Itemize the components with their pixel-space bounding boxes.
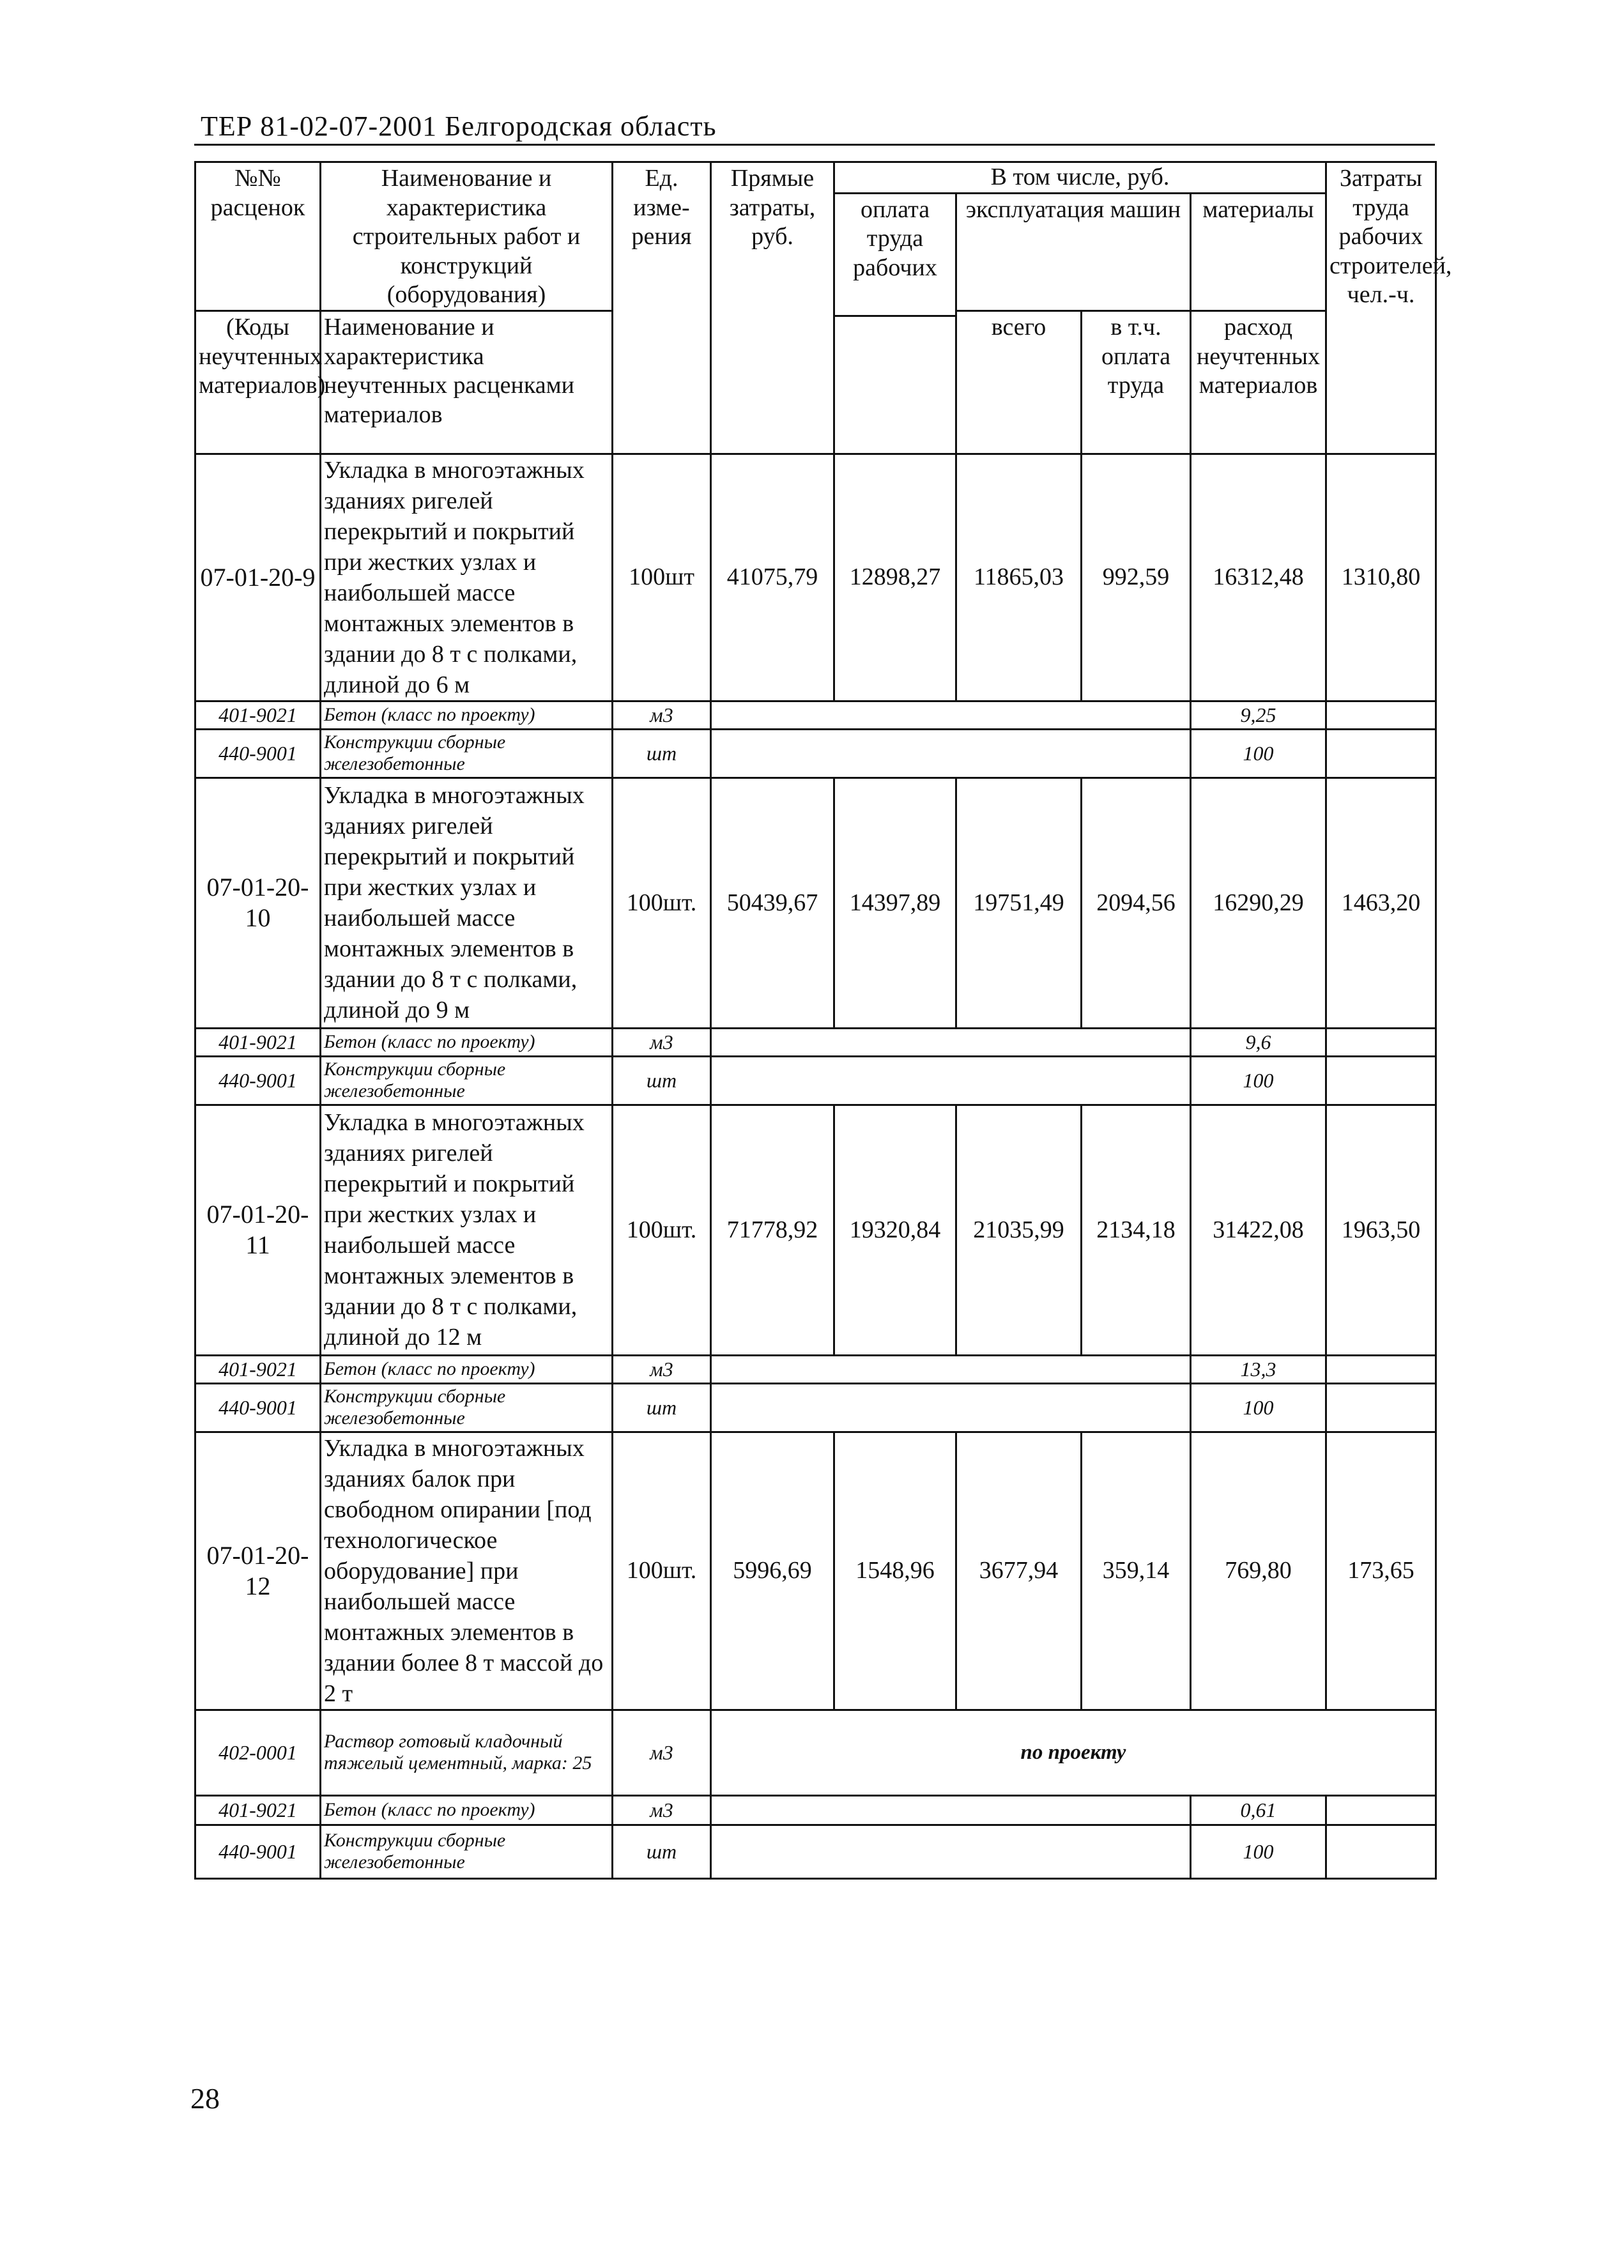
material-blank bbox=[711, 701, 1191, 729]
rate-labor: 1463,20 bbox=[1326, 778, 1436, 1028]
material-labor-blank bbox=[1326, 1383, 1436, 1432]
material-labor-blank bbox=[1326, 729, 1436, 778]
material-labor-blank bbox=[1326, 1825, 1436, 1878]
material-unit: м3 bbox=[613, 1028, 711, 1056]
header-mach-total: всего bbox=[956, 310, 1082, 454]
material-code: 440-9001 bbox=[195, 1056, 321, 1105]
header-materials: материалы bbox=[1191, 193, 1326, 310]
page-title: ТЕР 81-02-07-2001 Белгородская область bbox=[201, 111, 717, 142]
material-row bbox=[195, 1383, 1436, 1432]
material-blank bbox=[711, 1028, 1191, 1056]
material-name: Бетон (класс по проекту) bbox=[321, 1795, 613, 1825]
header-direct: Прямые затраты, руб. bbox=[711, 162, 834, 454]
header-wages-blank bbox=[834, 316, 956, 454]
header-wages: оплата труда рабочих bbox=[834, 193, 956, 316]
material-labor-blank bbox=[1326, 1028, 1436, 1056]
rate-name: Укладка в многоэтажных зданиях ригелей перекрытий и покрытий при жестких узлах и наибольшей массе монтажных элементов в здании до 8 т с полками, длиной до 12 м bbox=[321, 1105, 613, 1355]
rate-materials: 16312,48 bbox=[1191, 454, 1326, 701]
rate-code: 07-01-20-12 bbox=[195, 1432, 321, 1710]
header-mat-use: расход неучтенных материалов bbox=[1191, 310, 1326, 454]
header-incl: В том числе, руб. bbox=[834, 162, 1326, 194]
rate-wages: 19320,84 bbox=[834, 1105, 956, 1355]
material-name: Бетон (класс по проекту) bbox=[321, 1028, 613, 1056]
material-unit: шт bbox=[613, 1825, 711, 1878]
material-code: 401-9021 bbox=[195, 1795, 321, 1825]
material-amount: 100 bbox=[1191, 729, 1326, 778]
material-blank bbox=[711, 1795, 1191, 1825]
rate-materials: 16290,29 bbox=[1191, 778, 1326, 1028]
rate-mach-total: 21035,99 bbox=[956, 1105, 1082, 1355]
material-labor-blank bbox=[1326, 1056, 1436, 1105]
rate-wages: 12898,27 bbox=[834, 454, 956, 701]
header-machines: эксплуатация машин bbox=[956, 193, 1191, 310]
rate-wages: 14397,89 bbox=[834, 778, 956, 1028]
header-name: Наименование и характеристика строительных работ и конструкций (оборудования) bbox=[321, 162, 613, 311]
material-amount: 0,61 bbox=[1191, 1795, 1326, 1825]
table-row bbox=[195, 778, 1436, 1028]
rate-unit: 100шт bbox=[613, 454, 711, 701]
rate-mach-wages: 2094,56 bbox=[1082, 778, 1191, 1028]
material-blank bbox=[711, 1056, 1191, 1105]
material-labor-blank bbox=[1326, 701, 1436, 729]
material-code: 402-0001 bbox=[195, 1710, 321, 1795]
rate-name: Укладка в многоэтажных зданиях балок при свободном опирании [под технологическое оборудование] при наибольшей массе монтажных элементов в здании более 8 т массой до 2 т bbox=[321, 1432, 613, 1710]
material-name: Конструкции сборные железобетонные bbox=[321, 729, 613, 778]
material-code: 440-9001 bbox=[195, 1383, 321, 1432]
rate-labor: 1310,80 bbox=[1326, 454, 1436, 701]
rate-wages: 1548,96 bbox=[834, 1432, 956, 1710]
header-labor: Затраты труда рабочих строителей, чел.-ч. bbox=[1326, 162, 1436, 454]
rate-materials: 769,80 bbox=[1191, 1432, 1326, 1710]
material-unit: шт bbox=[613, 1056, 711, 1105]
rate-direct: 5996,69 bbox=[711, 1432, 834, 1710]
material-blank bbox=[711, 1825, 1191, 1878]
header-mat-code: (Коды неучтенных материалов) bbox=[195, 310, 321, 454]
material-amount: 13,3 bbox=[1191, 1355, 1326, 1383]
material-amount: 100 bbox=[1191, 1383, 1326, 1432]
material-labor-blank bbox=[1326, 1795, 1436, 1825]
material-blank bbox=[711, 1383, 1191, 1432]
rate-unit: 100шт. bbox=[613, 1432, 711, 1710]
material-row bbox=[195, 1028, 1436, 1056]
rate-mach-wages: 2134,18 bbox=[1082, 1105, 1191, 1355]
header-mat-name: Наименование и характеристика неучтенных расценками материалов bbox=[321, 310, 613, 454]
material-row bbox=[195, 729, 1436, 778]
material-amount: 9,25 bbox=[1191, 701, 1326, 729]
rate-labor: 173,65 bbox=[1326, 1432, 1436, 1710]
rate-direct: 41075,79 bbox=[711, 454, 834, 701]
material-name: Конструкции сборные железобетонные bbox=[321, 1056, 613, 1105]
rate-mach-wages: 992,59 bbox=[1082, 454, 1191, 701]
header-code: №№ расценок bbox=[195, 162, 321, 311]
material-name: Бетон (класс по проекту) bbox=[321, 701, 613, 729]
material-row bbox=[195, 1795, 1436, 1825]
material-amount: 9,6 bbox=[1191, 1028, 1326, 1056]
material-unit: м3 bbox=[613, 701, 711, 729]
header-mach-wages: в т.ч. оплата труда bbox=[1082, 310, 1191, 454]
header-unit: Ед. изме-рения bbox=[613, 162, 711, 454]
price-table bbox=[194, 161, 1452, 1880]
rate-direct: 50439,67 bbox=[711, 778, 834, 1028]
material-code: 401-9021 bbox=[195, 701, 321, 729]
material-note: по проекту bbox=[711, 1710, 1436, 1795]
material-unit: м3 bbox=[613, 1710, 711, 1795]
rate-name: Укладка в многоэтажных зданиях ригелей перекрытий и покрытий при жестких узлах и наибольшей массе монтажных элементов в здании до 8 т с полками, длиной до 6 м bbox=[321, 454, 613, 701]
rate-unit: 100шт. bbox=[613, 1105, 711, 1355]
header-rule bbox=[194, 144, 1435, 146]
material-amount: 100 bbox=[1191, 1056, 1326, 1105]
material-labor-blank bbox=[1326, 1355, 1436, 1383]
rate-code: 07-01-20-9 bbox=[195, 454, 321, 701]
material-unit: шт bbox=[613, 1383, 711, 1432]
material-row bbox=[195, 1710, 1436, 1795]
material-blank bbox=[711, 1355, 1191, 1383]
material-unit: м3 bbox=[613, 1795, 711, 1825]
material-unit: шт bbox=[613, 729, 711, 778]
rate-code: 07-01-20-10 bbox=[195, 778, 321, 1028]
rate-labor: 1963,50 bbox=[1326, 1105, 1436, 1355]
material-code: 440-9001 bbox=[195, 729, 321, 778]
material-row bbox=[195, 1056, 1436, 1105]
material-row bbox=[195, 1825, 1436, 1878]
material-amount: 100 bbox=[1191, 1825, 1326, 1878]
rate-direct: 71778,92 bbox=[711, 1105, 834, 1355]
material-row bbox=[195, 1355, 1436, 1383]
material-code: 440-9001 bbox=[195, 1825, 321, 1878]
material-unit: м3 bbox=[613, 1355, 711, 1383]
rate-mach-total: 19751,49 bbox=[956, 778, 1082, 1028]
material-name: Раствор готовый кладочный тяжелый цементный, марка: 25 bbox=[321, 1710, 613, 1795]
page-number: 28 bbox=[190, 2082, 220, 2115]
rate-mach-wages: 359,14 bbox=[1082, 1432, 1191, 1710]
material-code: 401-9021 bbox=[195, 1028, 321, 1056]
table-row bbox=[195, 1105, 1436, 1355]
rate-mach-total: 11865,03 bbox=[956, 454, 1082, 701]
rate-materials: 31422,08 bbox=[1191, 1105, 1326, 1355]
rate-code: 07-01-20-11 bbox=[195, 1105, 321, 1355]
rate-unit: 100шт. bbox=[613, 778, 711, 1028]
table-row bbox=[195, 1432, 1436, 1710]
material-blank bbox=[711, 729, 1191, 778]
table-row bbox=[195, 454, 1436, 701]
material-name: Конструкции сборные железобетонные bbox=[321, 1825, 613, 1878]
material-name: Конструкции сборные железобетонные bbox=[321, 1383, 613, 1432]
material-row bbox=[195, 701, 1436, 729]
material-name: Бетон (класс по проекту) bbox=[321, 1355, 613, 1383]
rate-name: Укладка в многоэтажных зданиях ригелей перекрытий и покрытий при жестких узлах и наибольшей массе монтажных элементов в здании до 8 т с полками, длиной до 9 м bbox=[321, 778, 613, 1028]
rate-mach-total: 3677,94 bbox=[956, 1432, 1082, 1710]
material-code: 401-9021 bbox=[195, 1355, 321, 1383]
